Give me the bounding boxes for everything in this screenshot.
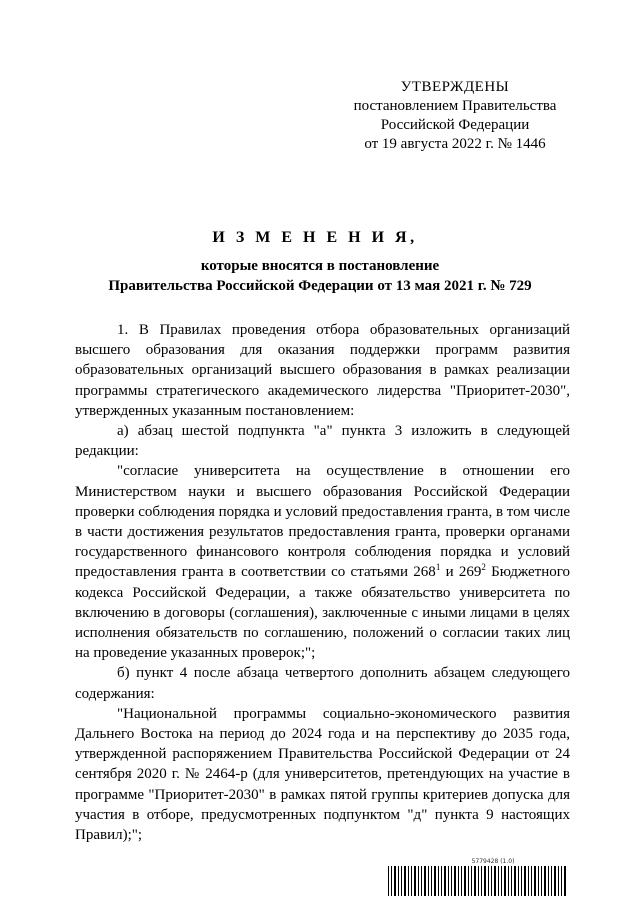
approval-line-2: Российской Федерации [380, 117, 530, 133]
barcode [388, 858, 568, 898]
superscript-2: 2 [481, 562, 486, 573]
document-heading [0, 228, 640, 296]
document-subtitle-1: которые вносятся в постановление [200, 258, 440, 274]
paragraph-3 [75, 461, 570, 663]
paragraph-2: а) абзац шестой подпункта "а" пункта 3 изложить в следующей редакции: [75, 423, 570, 460]
paragraph-5: "Национальной программы социально-экономического развития Дальнего Востока на период до 2024 года и на перспективу до 2035 года, утвержденной распоряжением Правительства Российской Федерации от 24 сентября 2020 г. № 2464-р (для университетов, претендующих на участие в программе "Приоритет-2030" в рамках пятой группы критериев допуска для участия в отборе, предусмотренных подпунктом "д" пункта 9 настоящих Правил);"; [75, 705, 570, 844]
paragraph-3-part-a: "согласие университета на осуществление в отношении его Министерством науки и высшего образования Российской Федерации проверки соблюдения порядка и условий предоставления гранта, в том числе в части достижения результатов предоставления гранта, проверки органами государственного финансового контроля соблюдения порядка и условий предоставления гранта в соответствии со статьями 268 [75, 463, 570, 581]
document-title: И З М Е Н Е Н И Я, [212, 229, 418, 246]
paragraph-3-part-b: и 269 [440, 564, 482, 581]
approval-block [340, 78, 570, 154]
superscript-1: 1 [435, 562, 441, 573]
document-subtitle-2: Правительства Российской Федерации от 13 мая 2021 г. № 729 [108, 278, 532, 294]
paragraph-4: б) пункт 4 после абзаца четвертого дополнить абзацем следующего содержания: [75, 665, 570, 702]
paragraph-3-part-c: Бюджетного кодекса Российской Федерации, а также обязательство университета по включению в договоры (соглашения), заключенные с иными лицами в целях исполнения обязательств по соглашению, положений о согласии таких лиц на проведение указанных проверок;"; [75, 564, 571, 662]
barcode-number: 5779428 (1.0) [471, 858, 515, 865]
barcode-bars [388, 866, 568, 896]
document-body [75, 320, 570, 845]
paragraph-1: 1. В Правилах проведения отбора образовательных организаций высшего образования для оказания поддержки программ развития образовательных организаций высшего образования в рамках реализации программы стратегического академического лидерства "Приоритет-2030", утвержденных указанным постановлением: [75, 322, 570, 419]
approval-line-3: от 19 августа 2022 г. № 1446 [364, 136, 546, 152]
approval-title: УТВЕРЖДЕНЫ [400, 79, 510, 95]
approval-line-1: постановлением Правительства [353, 98, 557, 114]
